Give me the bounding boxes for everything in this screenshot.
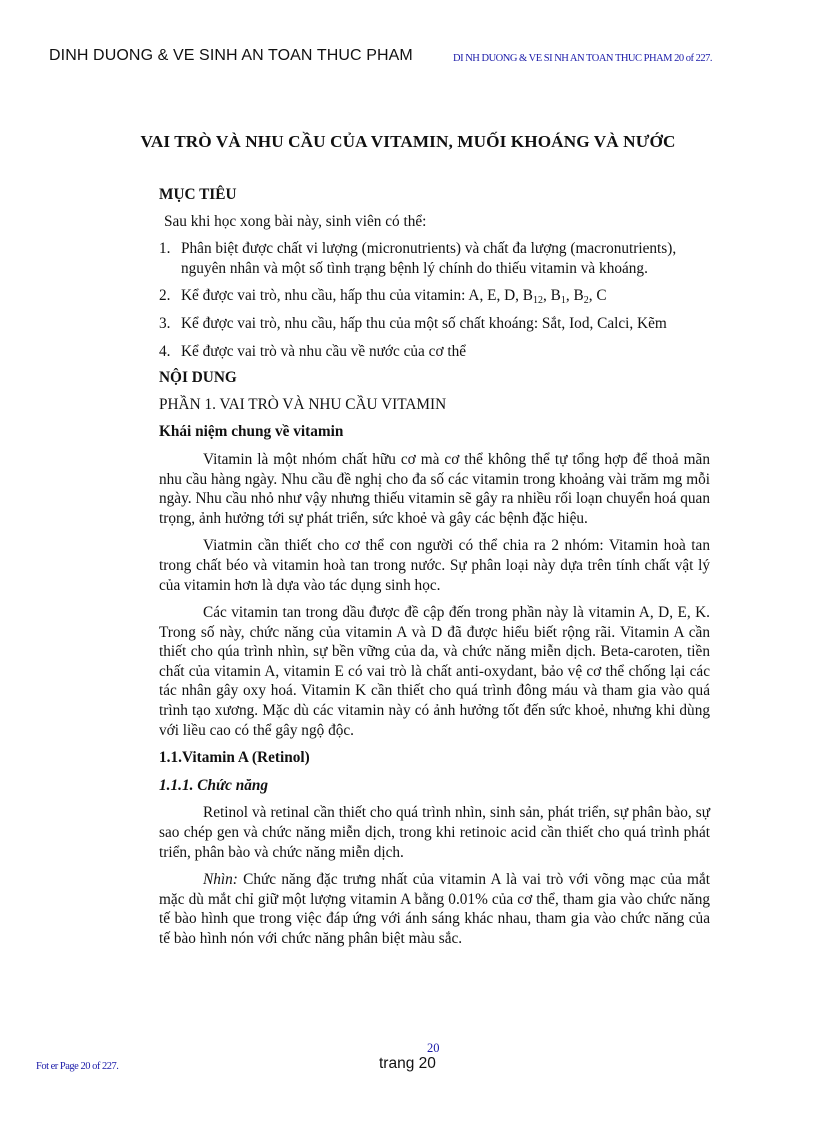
- section-heading-phan1: PHẦN 1. VAI TRÒ VÀ NHU CẦU VITAMIN: [159, 395, 447, 413]
- list-item: 3. Kể được vai trò, nhu cầu, hấp thu của một số chất khoáng: Sắt, Iod, Calci, Kẽm: [159, 314, 667, 332]
- paragraph-4: Retinol và retinal cần thiết cho quá trình nhìn, sinh sản, phát triển, sự phân bào, sự sao chép gen và chức năng miễn dịch, trong khi retinoic acid cần thiết cho quá trình phát triển, phân bào và chức năng miễn dịch.: [159, 804, 710, 861]
- list-item: 2. Kể được vai trò, nhu cầu, hấp thu của vitamin: A, E, D, $B_{12}$, $B_1$, $B_2$, C: [159, 287, 607, 307]
- footer-page-number: 20: [427, 1041, 440, 1055]
- paragraph-5: Nhìn: Chức năng đặc trưng nhất của vitamin A là vai trò với võng mạc của mắt mặc dù mắt chỉ giữ một lượng vitamin A bằng 0.01% của cơ thể, tham gia vào chức năng tế bào hình que trong việc đáp ứng với ánh sáng khác nhau, tham gia vào chức năng của tế bào hình nón với chức năng phân biệt màu sắc.: [159, 871, 710, 947]
- subheading-vitamin-a: 1.1.Vitamin A (Retinol): [159, 749, 310, 767]
- subheading-chuc-nang: 1.1.1. Chức năng: [159, 776, 269, 794]
- objectives-list: [159, 239, 710, 361]
- paragraph-1: Vitamin là một nhóm chất hữu cơ mà cơ thể không thể tự tổng hợp để thoả mãn nhu cầu hàng ngày. Nhu cầu đề nghị cho đa số các vitamin trong khoảng vài trăm mg mỗi ngày. Nhu cầu nhỏ như vậy nhưng thiếu vitamin sẽ gây ra nhiều rối loạn chuyển hoá quan trọng, ảnh hưởng tới sự phát triển, sức khoẻ và gây các bệnh đặc hiệu.: [159, 450, 710, 527]
- list-item: 4. Kể được vai trò và nhu cầu về nước của cơ thể: [159, 342, 467, 360]
- header-title: DINH DUONG & VE SINH AN TOAN THUC PHAM: [49, 47, 413, 64]
- subheading-khai-niem: Khái niệm chung về vitamin: [159, 423, 344, 441]
- list-item: 1. Phân biệt được chất vi lượng (micronutrients) và chất đa lượng (macronutrients), nguyên nhân và một số tình trạng bệnh lý chính do thiếu vitamin và khoáng.: [159, 240, 677, 277]
- page-title: VAI TRÒ VÀ NHU CẦU CỦA VITAMIN, MUỐI KHOÁNG VÀ NƯỚC: [140, 132, 676, 151]
- footer-page-label: trang 20: [379, 1055, 436, 1072]
- paragraph-2: Viatmin cần thiết cho cơ thể con người có thể chia ra 2 nhóm: Vitamin hoà tan trong chất béo và vitamin hoà tan trong nước. Sự phân loại này dựa trên tính chất vật lý của vitamin hơn là dựa vào tác dụng sinh học.: [159, 537, 710, 594]
- muc-tieu-intro: Sau khi học xong bài này, sinh viên có thể:: [164, 212, 427, 230]
- noi-dung-heading: NỘI DUNG: [159, 369, 237, 387]
- muc-tieu-heading: MỤC TIÊU: [159, 186, 237, 203]
- paragraph-3: Các vitamin tan trong dầu được đề cập đến trong phần này là vitamin A, D, E, K. Trong số này, chức năng của vitamin A và D đã được hiểu biết rộng rãi. Vitamin A cần thiết cho qúa trình nhìn, sự bền vững của da, và chức năng miễn dịch. Beta-caroten, tiền chất của vitamin A, vitamin E có vai trò là chất anti-oxydant, bảo vệ cơ thể chống lại các tác nhân gây oxy hoá. Vitamin K cần thiết cho quá trình đông máu và tham gia vào quá trình tạo xương. Mặc dù các vitamin này có ảnh hưởng tốt đến sức khoẻ, nhưng khi dùng với liều cao có thể gây ngộ độc.: [159, 604, 710, 739]
- footer-page-ref: Fot er Page 20 of 227.: [36, 1061, 119, 1072]
- document-body: [159, 185, 710, 949]
- header-page-ref: DI NH DUONG & VE SI NH AN TOAN THUC PHAM 20 of 227.: [453, 53, 712, 64]
